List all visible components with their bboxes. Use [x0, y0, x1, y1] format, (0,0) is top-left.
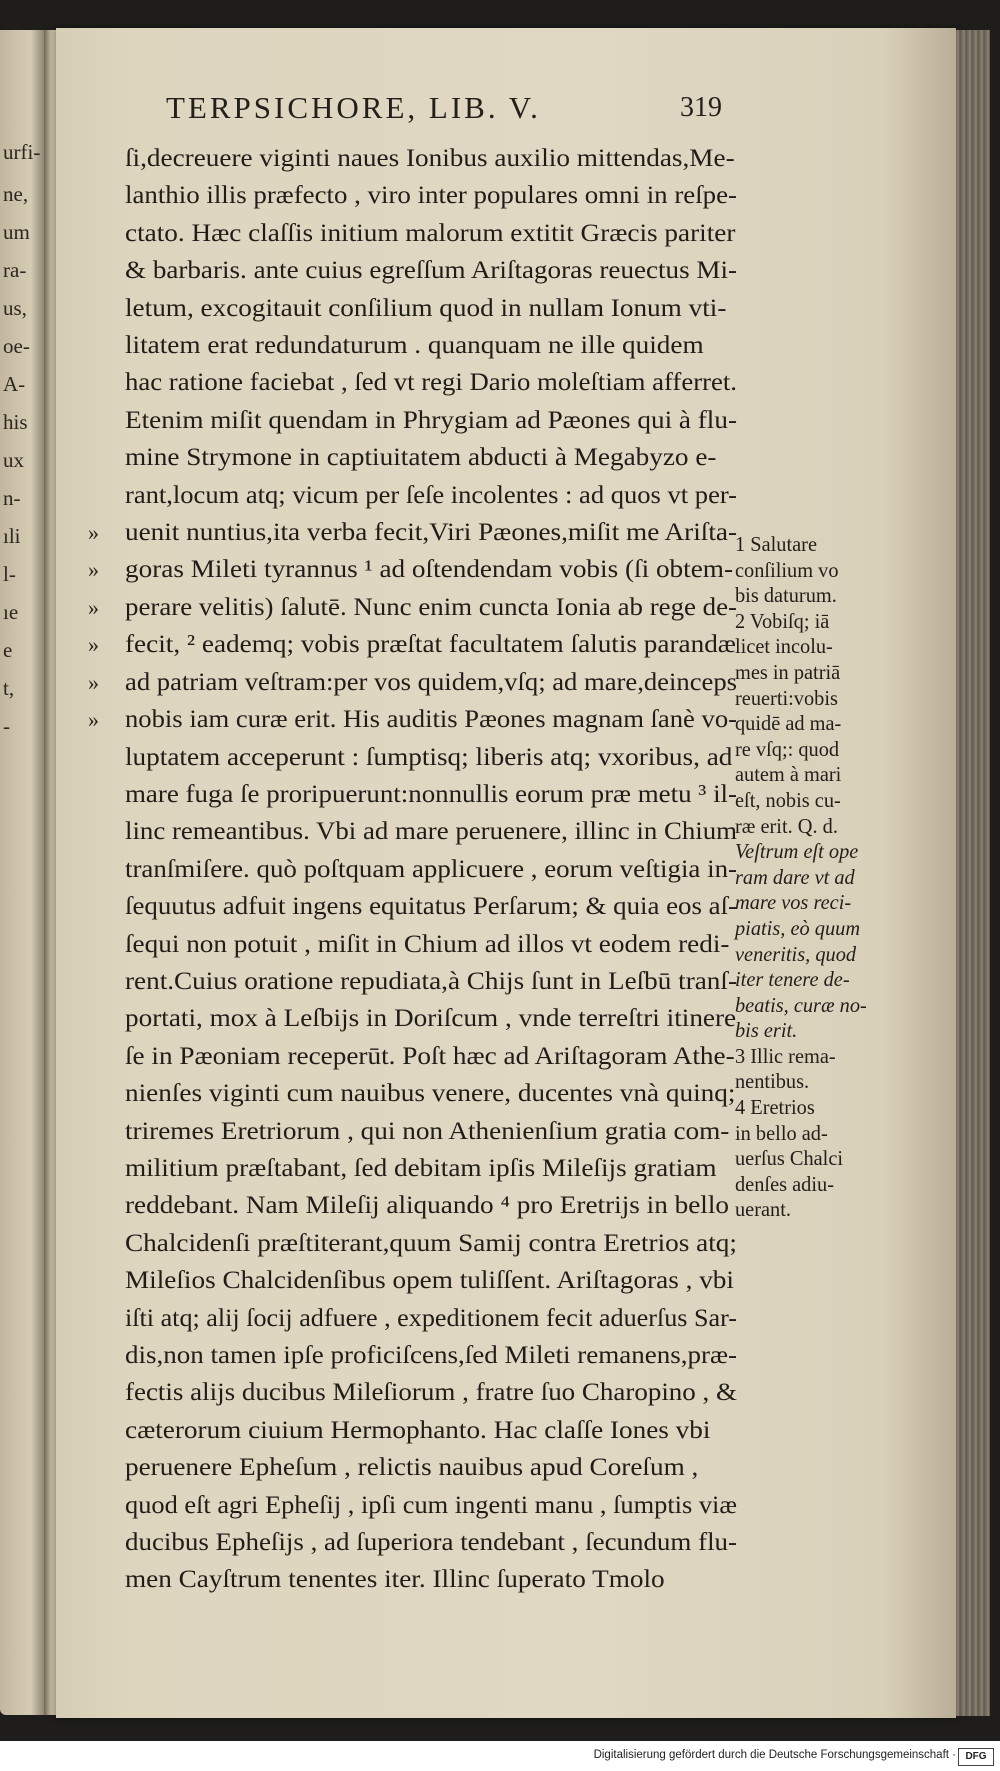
- text-line-content: uenit nuntius,ita verba fecit,Viri Pæones,miſit me Ariſta-: [125, 519, 737, 547]
- text-line-content: ſequi non potuit , miſit in Chium ad illos vt eodem redi-: [125, 930, 730, 958]
- text-line: [88, 1487, 738, 1524]
- previous-page-fragment: ıli: [3, 524, 21, 548]
- text-line: [88, 851, 738, 888]
- margin-note-line: mare vos reci-: [735, 890, 852, 915]
- text-line-content: Etenim miſit quendam in Phrygiam ad Pæones qui à flu-: [125, 406, 737, 434]
- text-line-content: men Cayſtrum tenentes iter. Illinc ſuperato Tmolo: [125, 1566, 665, 1594]
- text-line-content: peruenere Epheſum , relictis nauibus apud Coreſum ,: [125, 1454, 699, 1482]
- text-line-content: mare fuga ſe proripuerunt:nonnullis eorum præ metu ³ il-: [125, 780, 737, 808]
- text-line-content: rant,locum atq; vicum per ſeſe incolentes : ad quos vt per-: [125, 481, 737, 509]
- previous-page-fragment: ıe: [3, 600, 19, 624]
- previous-page-fragment: urfi-: [3, 140, 41, 164]
- margin-note-line: beatis, curæ no-: [735, 992, 867, 1017]
- text-line-content: rent.Cuius oratione repudiata,à Chijs ſunt in Leſbū tranſ-: [125, 967, 737, 995]
- margin-note-line: veneritis, quod: [735, 941, 857, 966]
- quotation-mark: »: [88, 669, 99, 695]
- dfg-logo: DFG: [958, 1748, 994, 1766]
- text-line-content: ad patriam veſtram:per vos quidem,vſq; ad mare,deinceps: [125, 668, 737, 696]
- page-number: 319: [680, 92, 722, 123]
- text-line: [88, 813, 738, 850]
- text-line: [88, 1262, 738, 1299]
- text-line: [88, 1225, 738, 1262]
- text-line-content: reddebant. Nam Mileſij aliquando ⁴ pro Eretrijs in bello: [125, 1192, 730, 1220]
- text-line-content: nobis iam curæ erit. His auditis Pæones magnam ſanè vo-: [125, 706, 737, 734]
- text-line: [88, 776, 738, 813]
- text-line: [88, 1000, 738, 1037]
- text-line: [88, 888, 738, 925]
- text-line: [88, 327, 738, 364]
- text-line: [88, 177, 738, 214]
- margin-note-line: conſilium vo: [735, 557, 839, 582]
- margin-note-line: mes in patriā: [735, 659, 841, 684]
- text-line-content: ſequutus adfuit ingens equitatus Perſarum; & quia eos aſ-: [125, 893, 737, 921]
- text-line: [88, 1113, 738, 1150]
- margin-notes: [735, 532, 925, 1223]
- text-line: [88, 514, 738, 551]
- margin-note-line: uerant.: [735, 1197, 791, 1222]
- text-line: [88, 626, 738, 663]
- text-line-content: portati, mox à Leſbijs in Doriſcum , vnde terreſtri itinere: [125, 1005, 737, 1033]
- text-line-content: litatem erat redundaturum . quanquam ne ille quidem: [125, 332, 704, 360]
- margin-note-line: eſt, nobis cu-: [735, 787, 841, 812]
- margin-note-line: in bello ad-: [735, 1120, 828, 1145]
- text-line: [88, 963, 738, 1000]
- text-line: [88, 364, 738, 401]
- previous-page-fragment: n-: [3, 486, 21, 510]
- previous-page-fragment: -: [3, 714, 10, 738]
- previous-page-fragment: e: [3, 638, 13, 662]
- text-line-content: & barbaris. ante cuius egreſſum Ariſtagoras reuectus Mi-: [125, 257, 737, 285]
- text-line: [88, 551, 738, 588]
- quotation-mark: »: [88, 632, 99, 658]
- margin-note-line: 1 Salutare: [735, 532, 818, 556]
- text-line: [88, 1561, 738, 1598]
- text-line: [88, 1337, 738, 1374]
- text-line: [88, 926, 738, 963]
- text-line: [88, 402, 738, 439]
- text-line: [88, 664, 738, 701]
- text-line-content: dis,non tamen ipſe proficiſcens,ſed Mileti remanens,præ-: [125, 1342, 737, 1369]
- previous-page-fragment: t,: [3, 676, 15, 700]
- text-line-content: lanthio illis præfecto , viro inter populares omni in reſpe-: [125, 182, 737, 210]
- text-line: [88, 1374, 738, 1411]
- margin-note-line: autem à mari: [735, 762, 842, 787]
- quotation-mark: »: [88, 557, 99, 583]
- text-line: [88, 1524, 738, 1561]
- text-line: [88, 1150, 738, 1187]
- digitization-footer: [0, 1741, 1000, 1771]
- text-line-content: ſe in Pæoniam receperūt. Poſt hæc ad Ariſtagoram Athe-: [125, 1042, 735, 1070]
- previous-page-edge: [0, 30, 44, 1715]
- margin-note-line: 3 Illic rema-: [735, 1043, 836, 1068]
- margin-note-line: re vſq;: quod: [735, 736, 840, 761]
- funding-credit: Digitalisierung gefördert durch die Deutsche Forschungsgemeinschaft ·: [593, 1749, 956, 1761]
- margin-note-line: ram dare vt ad: [735, 864, 855, 889]
- text-line: [88, 1300, 738, 1337]
- previous-page-fragment: oe-: [3, 334, 30, 358]
- text-line-content: fecit, ² eademq; vobis præſtat facultatem ſalutis parandæ: [125, 631, 736, 659]
- margin-note-line: 2 Vobiſq; iā: [735, 608, 830, 633]
- margin-note-line: iter tenere de-: [735, 967, 850, 992]
- previous-page-fragment: his: [3, 410, 28, 434]
- previous-page-fragment: l-: [3, 562, 16, 586]
- margin-note-line: uerſus Chalci: [735, 1146, 844, 1171]
- text-line: [88, 439, 738, 476]
- text-line: [88, 1038, 738, 1075]
- margin-note-line: ræ erit. Q. d.: [735, 813, 838, 838]
- text-line: [88, 1412, 738, 1449]
- text-line: [88, 589, 738, 626]
- previous-page-fragment: us,: [3, 296, 27, 320]
- text-line-content: Mileſios Chalcidenſibus opem tuliſſent. Ariſtagoras , vbi: [125, 1267, 734, 1295]
- margin-note-line: nentibus.: [735, 1069, 810, 1094]
- running-head: TERPSICHORE, LIB. V.: [166, 90, 541, 125]
- margin-note-line: licet incolu-: [735, 634, 833, 659]
- quotation-mark: »: [88, 520, 99, 546]
- margin-note-line: denſes adiu-: [735, 1171, 834, 1196]
- text-line-content: Chalcidenſi præſtiterant,quum Samij contra Eretrios atq;: [125, 1229, 737, 1257]
- text-line-content: fectis alijs ducibus Mileſiorum , fratre ſuo Charopino , &: [125, 1379, 737, 1407]
- text-line-content: quod eſt agri Epheſij , ipſi cum ingenti manu , ſumptis viæ: [125, 1491, 737, 1519]
- main-text-column: [88, 140, 738, 1599]
- margin-note-line: quidē ad ma-: [735, 711, 842, 736]
- text-line: [88, 1187, 738, 1224]
- previous-page-fragment: ux: [3, 448, 24, 472]
- margin-note-line: piatis, eò quum: [735, 915, 861, 940]
- text-line-content: ctato. Hæc claſſis initium malorum extitit Græcis pariter: [125, 219, 736, 247]
- text-line-content: letum, excogitauit conſilium quod in nullam Ionum vti-: [125, 294, 727, 322]
- margin-note-line: reuerti:vobis: [735, 685, 838, 710]
- text-line: [88, 215, 738, 252]
- text-line: [88, 252, 738, 289]
- quotation-mark: »: [88, 707, 99, 733]
- text-line-content: tranſmiſere. quò poſtquam applicuere , eorum veſtigia in-: [125, 855, 737, 883]
- page-block-edge: [956, 30, 990, 1716]
- text-line: [88, 477, 738, 514]
- margin-note-line: bis daturum.: [735, 583, 837, 608]
- previous-page-fragment: ra-: [3, 258, 27, 282]
- text-line-content: linc remeantibus. Vbi ad mare peruenere, illinc in Chium: [125, 818, 737, 846]
- text-line-content: cæterorum ciuium Hermophanto. Hac claſſe Iones vbi: [125, 1416, 711, 1444]
- previous-page-fragment: A-: [3, 372, 26, 396]
- text-line: [88, 701, 738, 738]
- text-line-content: militium præſtabant, ſed debitam ipſis Mileſijs gratiam: [125, 1154, 717, 1182]
- book-spine: [44, 30, 56, 1715]
- text-line-content: iſti atq; alij ſocij adfuere , expeditionem fecit aduerſus Sar-: [125, 1304, 737, 1332]
- margin-note-line: Veſtrum eſt ope: [735, 839, 859, 864]
- quotation-mark: »: [88, 594, 99, 620]
- margin-note-line: 4 Eretrios: [735, 1095, 815, 1120]
- previous-page-fragment: ne,: [3, 182, 29, 206]
- text-line-content: luptatem acceperunt : ſumptisq; liberis atq; vxoribus, ad: [125, 743, 733, 771]
- text-line-content: ducibus Epheſijs , ad ſuperiora tendebant , ſecundum flu-: [125, 1529, 737, 1557]
- previous-page-fragment: um: [3, 220, 30, 244]
- margin-note-line: bis erit.: [735, 1018, 798, 1043]
- text-line-content: hac ratione faciebat , ſed vt regi Dario moleſtiam afferret.: [125, 369, 737, 397]
- text-line-content: goras Mileti tyrannus ¹ ad oſtendendam vobis (ſi obtem-: [125, 556, 734, 584]
- text-line: [88, 1075, 738, 1112]
- text-line-content: nienſes viginti cum nauibus venere, ducentes vnà quinq;: [125, 1080, 736, 1108]
- text-line: [88, 290, 738, 327]
- text-line-content: perare velitis) ſalutē. Nunc enim cuncta Ionia ab rege de-: [125, 593, 737, 621]
- text-line-content: ſi,decreuere viginti naues Ionibus auxilio mittendas,Me-: [125, 145, 735, 172]
- text-line: [88, 140, 738, 177]
- text-line-content: triremes Eretriorum , qui non Athenienſium gratia com-: [125, 1117, 730, 1145]
- text-line-content: mine Strymone in captiuitatem abducti à Megabyzo e-: [125, 444, 717, 472]
- text-line: [88, 739, 738, 776]
- text-line: [88, 1449, 738, 1486]
